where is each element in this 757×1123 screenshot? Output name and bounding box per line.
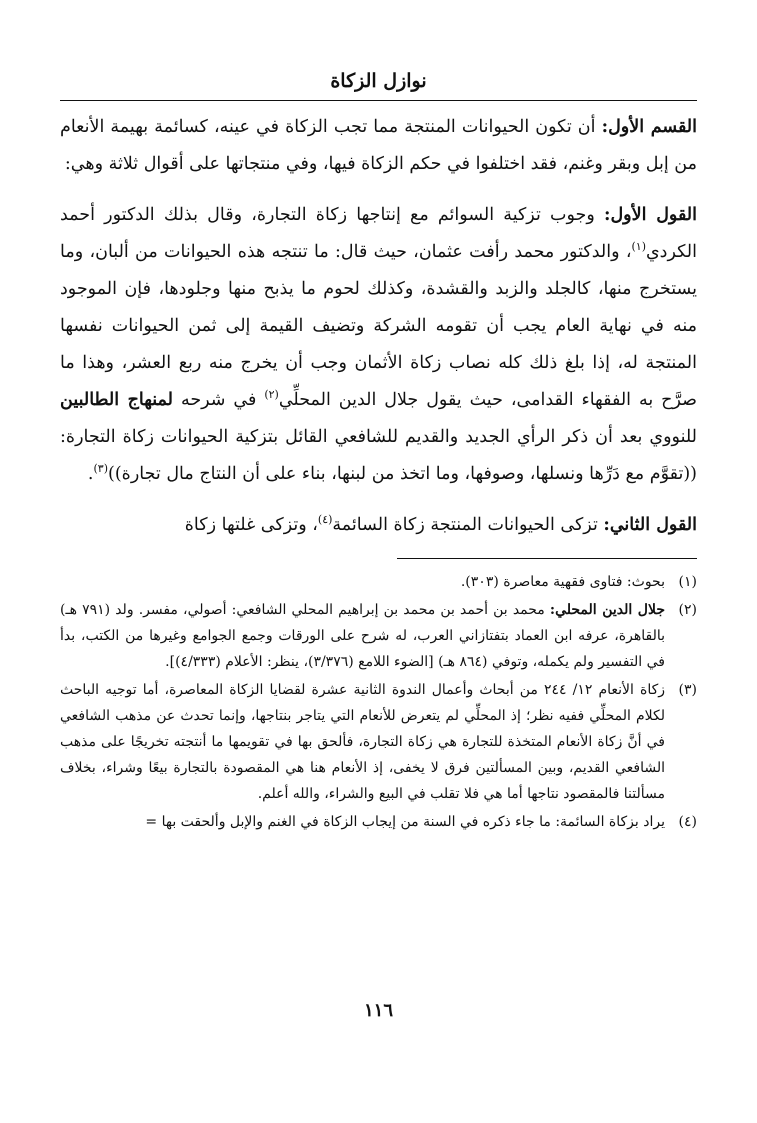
book-title: لمنهاج الطالبين bbox=[60, 390, 173, 410]
footnote-body: يراد بزكاة السائمة: ما جاء ذكره في السنة من إيجاب الزكاة في الغنم والإبل وألحقت بها = bbox=[145, 814, 665, 830]
footnotes bbox=[60, 569, 697, 835]
footnote-divider bbox=[397, 558, 697, 559]
paragraph-text: . bbox=[87, 464, 94, 484]
page-number: ١١٦ bbox=[363, 1000, 393, 1021]
footnote-number: (٣) bbox=[678, 682, 697, 698]
paragraph-first-section bbox=[60, 109, 697, 183]
footnote-lead: جلال الدين المحلي: bbox=[549, 602, 665, 618]
footnote-number: (٤) bbox=[678, 814, 697, 830]
footnote-text bbox=[60, 809, 665, 835]
footnote-body: بحوث: فتاوى فقهية معاصرة (٣٠٣). bbox=[460, 574, 665, 590]
book-page bbox=[60, 68, 697, 837]
paragraph-lead: القول الأول: bbox=[604, 205, 697, 225]
running-head: نوازل الزكاة bbox=[60, 68, 697, 101]
footnote-number: (١) bbox=[678, 574, 697, 590]
paragraph-text: أن تكون الحيوانات المنتجة مما تجب الزكاة في عينه، كسائمة بهيمة الأنعام من إبل وبقر وغنم، فقد اختلفوا في حكم الزكاة فيها، وفي منتجاتها على أقوال ثلاثة وهي: bbox=[60, 117, 697, 174]
footnote-1 bbox=[60, 569, 697, 595]
footnote-body: زكاة الأنعام ١٢/ ٢٤٤ من أبحاث وأعمال الندوة الثانية عشرة لقضايا الزكاة المعاصرة، أما توجيه الباحث لكلام المحلِّي ففيه نظر؛ إذ المحلِّي لم يتعرض للأنعام التي يتاجر بنتاجها، وإنما تحدث عن مذهب الشافعي في أنَّ زكاة الأنعام المتخذة للتجارة هي زكاة التجارة، فألحق بها في تقويمها ما أنتجته تخريجًا على مذهب الشافعي القديم، وبين المسألتين فرق لا يخفى، إذ الأنعام هنا هي المقصودة بالتجارة بيعًا وشراء، بخلاف مسألتنا فالمقصود نتاجها أما هي فلا تقلب في البيع والشراء، والله أعلم. bbox=[60, 682, 666, 802]
footnote-2 bbox=[60, 597, 697, 675]
footnote-text bbox=[60, 569, 665, 595]
paragraph-first-opinion bbox=[60, 197, 697, 493]
footnote-body: محمد بن أحمد بن محمد بن إبراهيم المحلي الشافعي: أصولي، مفسر. ولد (٧٩١ هـ) بالقاهرة، عرفه ابن العماد بتفتازاني العرب، له شرح على الورقات وجمع الجوامع وغيرها من الكتب، بدأ في التفسير ولم يكمله، وتوفي (٨٦٤ هـ) [الضوء اللامع (٣/٣٧٦)، ينظر: الأعلام (٤/٣٣٣)]. bbox=[60, 602, 665, 670]
footnote-text bbox=[60, 677, 665, 807]
paragraph-text: للنووي بعد أن ذكر الرأي الجديد والقديم للشافعي القائل بتزكية الحيوانات زكاة التجارة: ((تقوَّم مع دَرِّها ونسلها، وصوفها، وما اتخذ من لبنها، بناء على أن النتاج مال تجارة)) bbox=[60, 427, 697, 484]
footnote-3 bbox=[60, 677, 697, 807]
footnote-number: (٢) bbox=[678, 602, 697, 618]
footnote-text bbox=[60, 597, 665, 675]
paragraph-text: وجوب تزكية السوائم مع إنتاجها زكاة التجارة، وقال بذلك الدكتور أحمد الكردي bbox=[60, 205, 697, 262]
paragraph-lead: القسم الأول: bbox=[601, 117, 697, 137]
paragraph-text: ، والدكتور محمد رأفت عثمان، حيث قال: ما تنتجه هذه الحيوانات من ألبان، وما يستخرج منها، كالجلد والزبد والقشدة، وكذلك لحوم ما يذبح منها وجلودها، فإن الموجود منه في نهاية العام يجب أن تقومه الشركة وتضيف القيمة إلى ثمن الحيوانات نفسها المنتجة له، إذا بلغ ذلك كله نصاب زكاة الأثمان وجب أن يخرج منه ربع العشر، وهذا ما صرَّح به الفقهاء القدامى، حيث يقول جلال الدين المحلِّي bbox=[60, 242, 697, 410]
paragraph-text: ، وتزكى غلتها زكاة bbox=[184, 515, 318, 535]
footnote-ref-3[interactable]: (٣) bbox=[93, 462, 108, 476]
footnote-ref-2[interactable]: (٢) bbox=[264, 388, 279, 402]
footnote-ref-4[interactable]: (٤) bbox=[317, 513, 333, 527]
main-text bbox=[60, 109, 697, 544]
paragraph-second-opinion bbox=[60, 507, 697, 544]
footnote-4 bbox=[60, 809, 697, 835]
footnote-ref-1[interactable]: (١) bbox=[631, 240, 646, 254]
paragraph-text: في شرحه bbox=[173, 390, 265, 410]
paragraph-lead: القول الثاني: bbox=[603, 515, 697, 535]
paragraph-text: تزكى الحيوانات المنتجة زكاة السائمة bbox=[332, 515, 604, 535]
